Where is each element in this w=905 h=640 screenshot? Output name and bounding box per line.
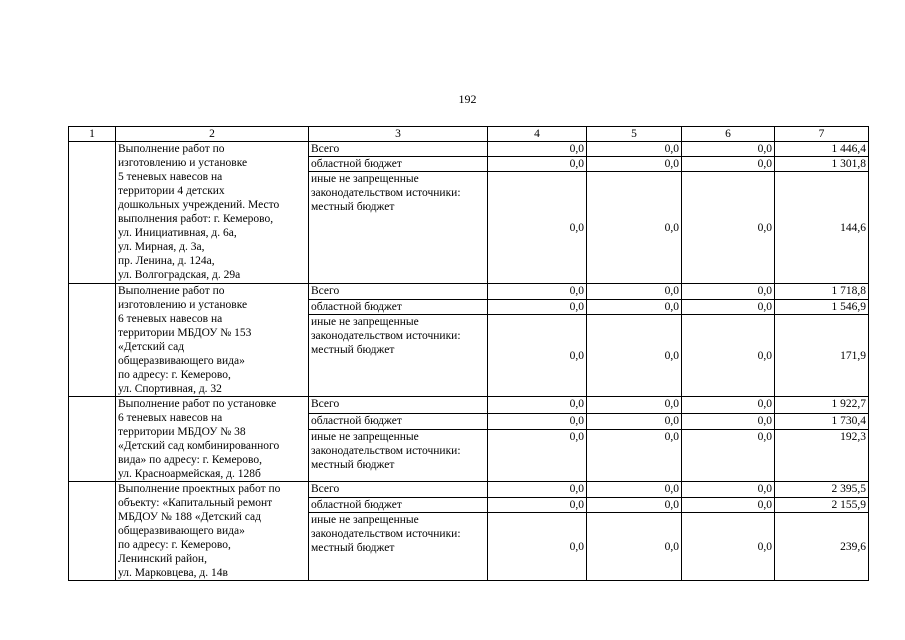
value-cell: 1 301,8 (775, 157, 869, 172)
value-cell: 0,0 (587, 397, 682, 414)
table-row (69, 142, 869, 157)
value-cell: 0,0 (587, 497, 682, 513)
value-cell: 0,0 (587, 430, 682, 482)
value-cell: 0,0 (587, 142, 682, 157)
table-row (69, 284, 869, 300)
row-number-cell (69, 482, 116, 581)
funding-source-other: иные не запрещенные законодательством источники: местный бюджет (309, 513, 488, 581)
value-cell: 0,0 (587, 413, 682, 430)
value-cell: 0,0 (682, 513, 775, 581)
value-cell: 0,0 (488, 497, 587, 513)
value-cell: 0,0 (682, 397, 775, 414)
value-cell: 0,0 (488, 172, 587, 284)
value-cell: 0,0 (488, 513, 587, 581)
funding-source-regional: областной бюджет (309, 157, 488, 172)
value-cell: 1 446,4 (775, 142, 869, 157)
value-cell: 0,0 (488, 315, 587, 397)
value-cell: 0,0 (587, 157, 682, 172)
value-cell: 0,0 (587, 482, 682, 498)
value-cell: 1 730,4 (775, 413, 869, 430)
value-cell: 192,3 (775, 430, 869, 482)
value-cell: 0,0 (488, 413, 587, 430)
value-cell: 144,6 (775, 172, 869, 284)
work-description: Выполнение работ по изготовлению и установке 5 теневых навесов на территории 4 детских дошкольных учреждений. Место выполнения работ: г. Кемерово, ул. Инициативная, д. 6а, ул. Мирная, д. 3а, пр. Ленина, д. 124а, ул. Волгоградская, д. 29а (116, 142, 309, 284)
value-cell: 239,6 (775, 513, 869, 581)
table-row (69, 397, 869, 414)
value-cell: 0,0 (587, 299, 682, 315)
value-cell: 2 155,9 (775, 497, 869, 513)
funding-source-regional: областной бюджет (309, 413, 488, 430)
row-number-cell (69, 284, 116, 397)
value-cell: 0,0 (587, 315, 682, 397)
value-cell: 0,0 (682, 299, 775, 315)
column-header-1: 1 (69, 127, 116, 142)
page-number: 192 (458, 92, 477, 106)
value-cell: 0,0 (682, 430, 775, 482)
funding-source-regional: областной бюджет (309, 299, 488, 315)
value-cell: 0,0 (587, 284, 682, 300)
value-cell: 0,0 (488, 299, 587, 315)
column-header-6: 6 (682, 127, 775, 142)
column-header-2: 2 (116, 127, 309, 142)
funding-source-total: Всего (309, 142, 488, 157)
value-cell: 0,0 (587, 172, 682, 284)
row-number-cell (69, 142, 116, 284)
funding-source-other: иные не запрещенные законодательством источники: местный бюджет (309, 315, 488, 397)
funding-source-regional: областной бюджет (309, 497, 488, 513)
column-header-7: 7 (775, 127, 869, 142)
value-cell: 0,0 (488, 397, 587, 414)
work-description: Выполнение работ по установке 6 теневых навесов на территории МБДОУ № 38 «Детский сад комбинированного вида» по адресу: г. Кемерово, ул. Красноармейская, д. 128б (116, 397, 309, 482)
value-cell: 0,0 (682, 157, 775, 172)
work-description: Выполнение проектных работ по объекту: «Капитальный ремонт МБДОУ № 188 «Детский сад общеразвивающего вида» по адресу: г. Кемерово, Ленинский район, ул. Марковцева, д. 14в (116, 482, 309, 581)
table-header-row (69, 127, 869, 142)
value-cell: 0,0 (488, 284, 587, 300)
work-description: Выполнение работ по изготовлению и установке 6 теневых навесов на территории МБДОУ № 153 «Детский сад общеразвивающего вида» по адресу: г. Кемерово, ул. Спортивная, д. 32 (116, 284, 309, 397)
value-cell: 0,0 (682, 497, 775, 513)
row-number-cell (69, 397, 116, 482)
value-cell: 0,0 (682, 172, 775, 284)
budget-table (68, 126, 869, 581)
value-cell: 1 922,7 (775, 397, 869, 414)
value-cell: 0,0 (682, 413, 775, 430)
value-cell: 0,0 (682, 142, 775, 157)
value-cell: 0,0 (488, 142, 587, 157)
value-cell: 0,0 (682, 284, 775, 300)
funding-source-other: иные не запрещенные законодательством источники: местный бюджет (309, 172, 488, 284)
value-cell: 171,9 (775, 315, 869, 397)
column-header-3: 3 (309, 127, 488, 142)
funding-source-total: Всего (309, 482, 488, 498)
column-header-4: 4 (488, 127, 587, 142)
value-cell: 1 718,8 (775, 284, 869, 300)
value-cell: 2 395,5 (775, 482, 869, 498)
funding-source-total: Всего (309, 284, 488, 300)
funding-source-total: Всего (309, 397, 488, 414)
table-row (69, 482, 869, 498)
funding-source-other: иные не запрещенные законодательством источники: местный бюджет (309, 430, 488, 482)
column-header-5: 5 (587, 127, 682, 142)
value-cell: 0,0 (488, 430, 587, 482)
value-cell: 0,0 (488, 482, 587, 498)
value-cell: 0,0 (587, 513, 682, 581)
value-cell: 0,0 (682, 315, 775, 397)
value-cell: 0,0 (488, 157, 587, 172)
value-cell: 1 546,9 (775, 299, 869, 315)
value-cell: 0,0 (682, 482, 775, 498)
